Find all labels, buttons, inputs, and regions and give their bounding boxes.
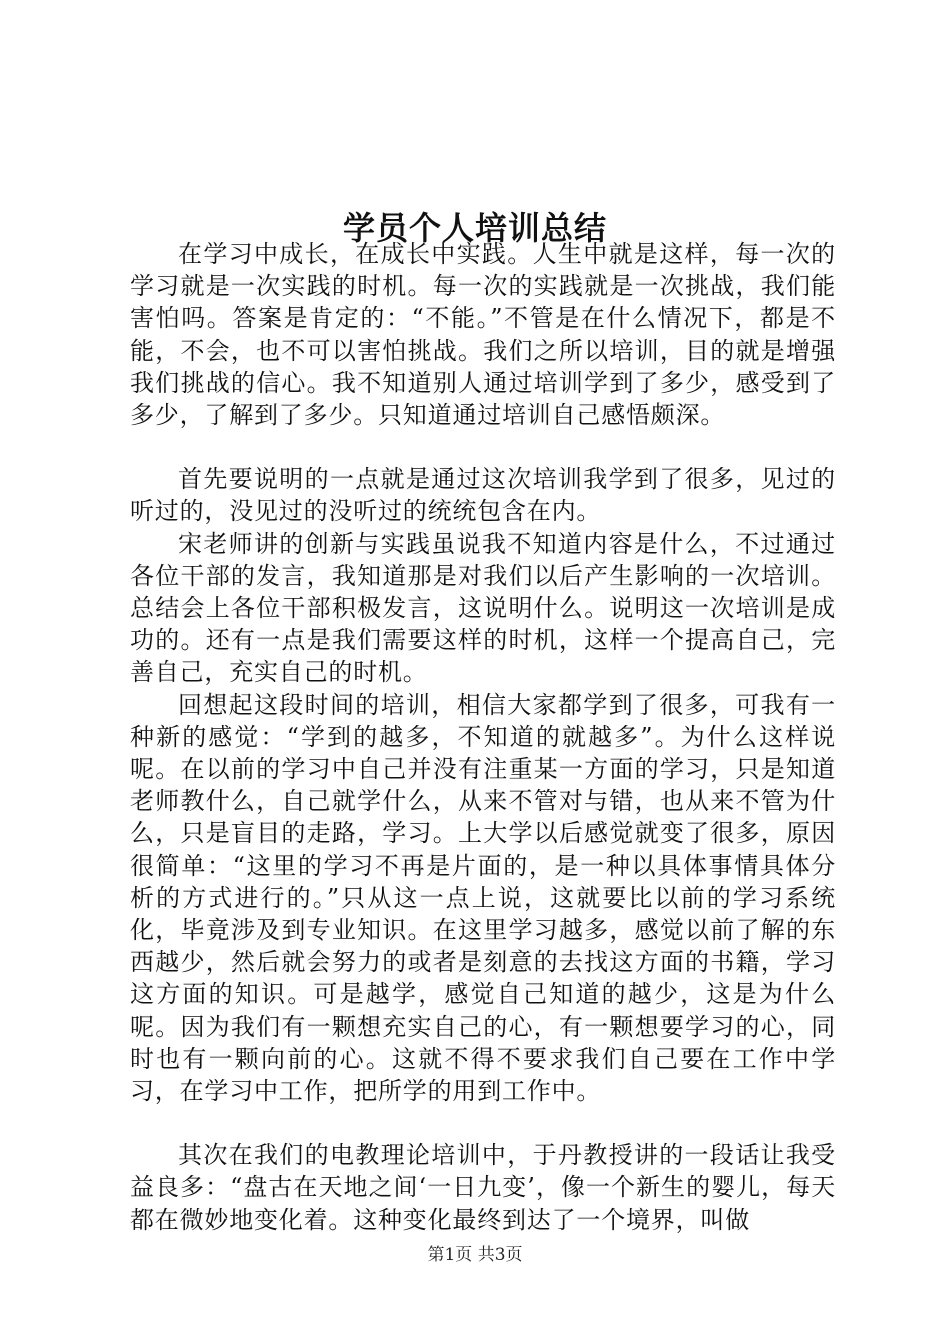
paragraph-4: 回想起这段时间的培训，相信大家都学到了很多，可我有一种新的感觉：“学到的越多，不知道的就越多”。为什么这样说呢。在以前的学习中自己并没有注重某一方面的学习，只是知道老师教什么，自己就学什么，从来不管对与错，也从来不管为什么，只是盲目的走路，学习。上大学以后感觉就变了很多，原因很简单：“这里的学习不再是片面的，是一种以具体事情具体分析的方式进行的。”只从这一点上说，这就要比以前的学习系统化，毕竟涉及到专业知识。在这里学习越多，感觉以前了解的东西越少，然后就会努力的或者是刻意的去找这方面的书籍，学习这方面的知识。可是越学，感觉自己知道的越少，这是为什么呢。因为我们有一颗想充实自己的心，有一颗想要学习的心，同时也有一颗向前的心。这就不得不要求我们自己要在工作中学习，在学习中工作，把所学的用到工作中。	[130, 690, 836, 1106]
page-number-footer: 第1页 共3页	[427, 1245, 523, 1265]
paragraph-1: 在学习中成长，在成长中实践。人生中就是这样，每一次的学习就是一次实践的时机。每一次的实践就是一次挑战，我们能害怕吗。答案是肯定的：“不能。”不管是在什么情况下，都是不能，不会，也不可以害怕挑战。我们之所以培训，目的就是增强我们挑战的信心。我不知道别人通过培训学到了多少，感受到了多少，了解到了多少。只知道通过培训自己感悟颇深。	[130, 240, 836, 430]
paragraph-2: 首先要说明的一点就是通过这次培训我学到了很多，见过的听过的，没见过的没听过的统统包含在内。	[130, 465, 836, 526]
paragraph-5: 其次在我们的电教理论培训中，于丹教授讲的一段话让我受益良多：“盘古在天地之间‘一日九变’，像一个新生的婴儿，每天都在微妙地变化着。这种变化最终到达了一个境界，叫做	[130, 1141, 836, 1234]
paragraph-3: 宋老师讲的创新与实践虽说我不知道内容是什么，不过通过各位干部的发言，我知道那是对我们以后产生影响的一次培训。总结会上各位干部积极发言，这说明什么。说明这一次培训是成功的。还有一点是我们需要这样的时机，这样一个提高自己，完善自己，充实自己的时机。	[130, 529, 836, 687]
document-body	[130, 238, 836, 1236]
document-title: 学员个人培训总结	[342, 209, 607, 248]
